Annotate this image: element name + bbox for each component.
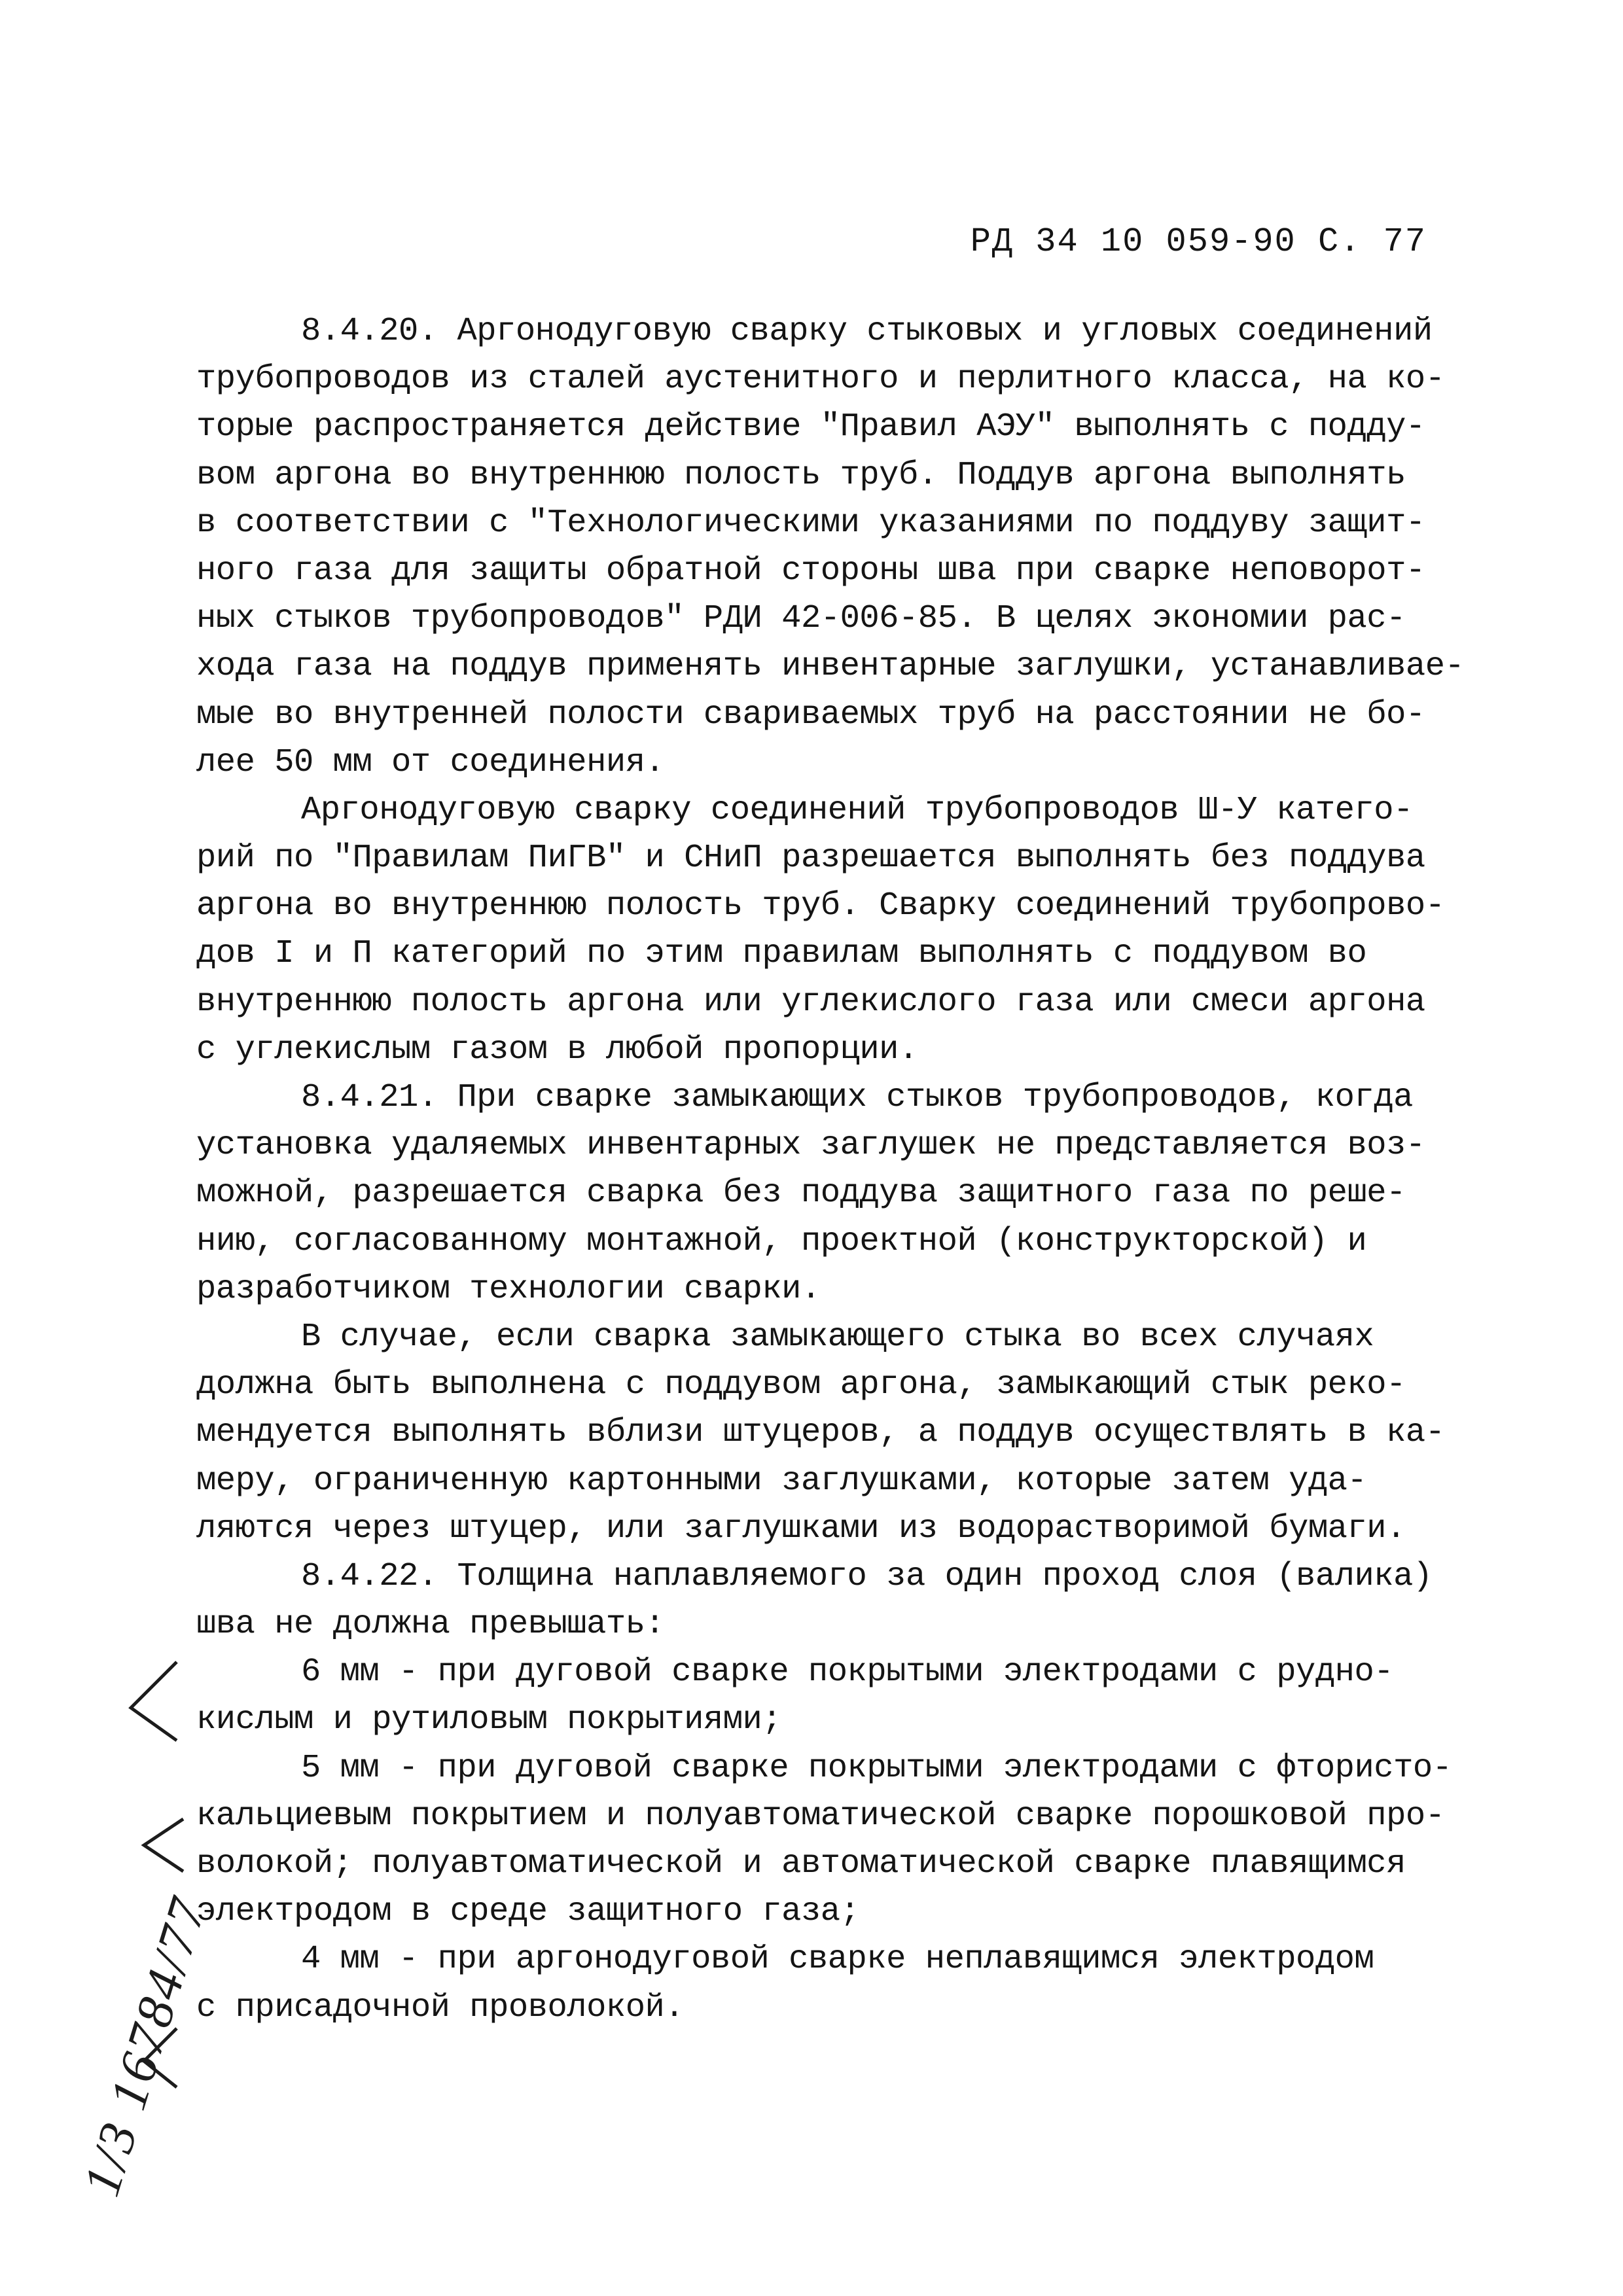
text-line: в соответствии с "Технологическими указаниями по поддуву защит-	[196, 504, 1425, 542]
text-line: электродом в среде защитного газа;	[196, 1893, 860, 1931]
text-line: лее 50 мм от соединения.	[196, 743, 665, 781]
text-line: разработчиком технологии сварки.	[196, 1270, 821, 1308]
text-line: волокой; полуавтоматической и автоматической сварке плавящимся	[196, 1845, 1406, 1882]
text-line: 8.4.22. Толщина наплавляемого за один проход слоя (валика)	[301, 1557, 1433, 1595]
text-line: В случае, если сварка замыкающего стыка во всех случаях	[301, 1318, 1374, 1356]
text-line: меру, ограниченную картонными заглушками, которые затем уда-	[196, 1462, 1367, 1500]
text-line: ляются через штуцер, или заглушками из водорастворимой бумаги.	[196, 1510, 1406, 1547]
body-text	[196, 308, 1479, 2032]
text-line: внутреннюю полость аргона или углекислого газа или смеси аргона	[196, 983, 1425, 1021]
text-line: нию, согласованному монтажной, проектной (конструкторской) и	[196, 1222, 1367, 1260]
text-line: мендуется выполнять вблизи штуцеров, а поддув осуществлять в ка-	[196, 1414, 1445, 1452]
document-reference: РД 34 10 059-90 С. 77	[970, 222, 1427, 261]
text-line: 8.4.20. Аргонодуговую сварку стыковых и угловых соединений	[301, 313, 1433, 350]
text-line: ного газа для защиты обратной стороны шва при сварке неповорот-	[196, 552, 1425, 590]
text-line: хода газа на поддув применять инвентарные заглушки, устанавливае-	[196, 648, 1465, 686]
text-line: ных стыков трубопроводов" РДИ 42-006-85. В целях экономии рас-	[196, 600, 1406, 638]
text-line: с углекислым газом в любой пропорции.	[196, 1031, 918, 1069]
text-line: 8.4.21. При сварке замыкающих стыков трубопроводов, когда	[301, 1079, 1413, 1116]
text-line: трубопроводов из сталей аустенитного и перлитного класса, на ко-	[196, 361, 1445, 398]
text-line: должна быть выполнена с поддувом аргона, замыкающий стык реко-	[196, 1366, 1406, 1404]
text-line: дов I и П категорий по этим правилам выполнять с поддувом во	[196, 935, 1367, 973]
text-line: аргона во внутреннюю полость труб. Сварку соединений трубопрово-	[196, 887, 1445, 925]
text-line: 4 мм - при аргонодуговой сварке неплавящимся электродом	[301, 1941, 1374, 1979]
handwritten-margin-note: 1/3 16784/77	[72, 1890, 219, 2203]
text-line: 6 мм - при дуговой сварке покрытыми электродами с рудно-	[301, 1653, 1394, 1691]
text-line: торые распространяется действие "Правил АЭУ" выполнять с подду-	[196, 408, 1425, 446]
text-line: можной, разрешается сварка без поддува защитного газа по реше-	[196, 1174, 1406, 1212]
text-line: мые во внутренней полости свариваемых труб на расстоянии не бо-	[196, 696, 1425, 733]
text-line: шва не должна превышать:	[196, 1606, 665, 1644]
text-line: кальциевым покрытием и полуавтоматической сварке порошковой про-	[196, 1797, 1445, 1835]
text-line: вом аргона во внутреннюю полость труб. Поддув аргона выполнять	[196, 456, 1406, 494]
text-line: Аргонодуговую сварку соединений трубопроводов Ш-У катего-	[301, 791, 1413, 829]
text-line: рий по "Правилам ПиГВ" и СНиП разрешается выполнять без поддува	[196, 839, 1425, 877]
text-line: с присадочной проволокой.	[196, 1988, 685, 2026]
text-line: установка удаляемых инвентарных заглушек не представляется воз-	[196, 1127, 1425, 1165]
text-line: кислым и рутиловым покрытиями;	[196, 1701, 782, 1739]
text-line: 5 мм - при дуговой сварке покрытыми электродами с фтористо-	[301, 1749, 1452, 1787]
